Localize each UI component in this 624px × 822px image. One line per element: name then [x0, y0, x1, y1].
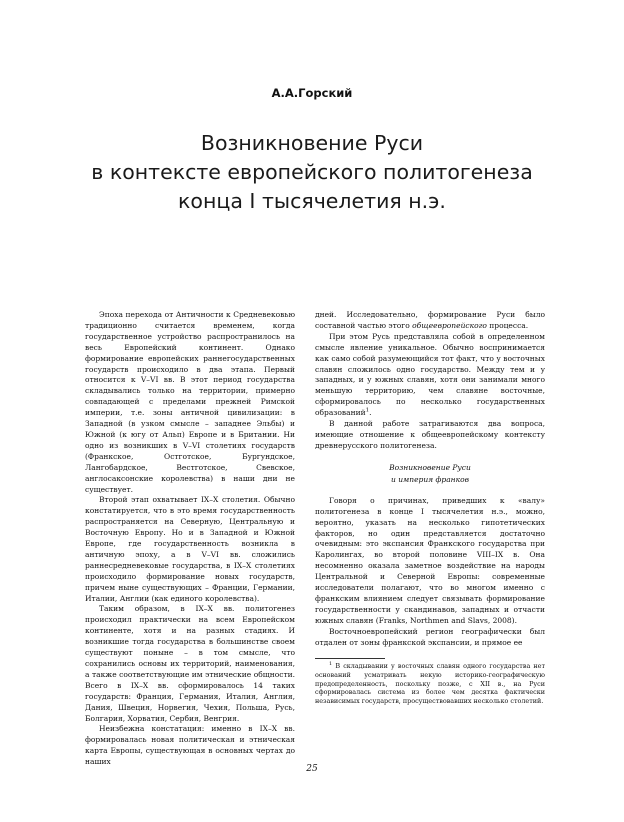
title-line: Возникновение Руси — [200, 131, 424, 155]
paragraph: В данной работе затрагиваются два вопроса, имеющие отношение к общеевропейскому контексту древнерусского политогенеза. — [315, 419, 545, 450]
footnote-reference[interactable]: 1 — [365, 407, 370, 414]
paragraph — [315, 310, 545, 332]
paragraph-text: . — [369, 408, 372, 418]
paragraph: Таким образом, в IX–X вв. политогенез происходил практически на всем Европейском континенте, хотя и на разных стадиях. И возникшие тогда государства в большинстве своем существуют поныне – в том смысле, что сохранились основы их территорий, наименования, а также соответствующие им этнические общности. Всего в IX–X вв. сформировалось 14 таких государств: Франция, Германия, Италия, Англия, Дания, Швеция, Норвегия, Чехия, Польша, Русь, Болгария, Хорватия, Сербия, Венгрия. — [85, 604, 295, 723]
section-heading-line: и империя франков — [391, 474, 469, 484]
footnote-mark: 1 — [329, 661, 333, 668]
section-heading — [315, 462, 545, 486]
paragraph: Неизбежна констатация: именно в IX–X вв. формировалась новая политическая и этническая карта Европы, существующая в основных чертах до наших — [85, 724, 295, 767]
article-title — [30, 129, 594, 216]
paragraph — [315, 332, 545, 419]
paragraph: Восточноевропейский регион географически был отдален от зоны франкской экспансии, и прямое ее — [315, 626, 545, 647]
paragraph-text: процесса. — [486, 320, 529, 330]
title-line: конца I тысячелетия н.э. — [178, 189, 446, 213]
footnote — [315, 662, 545, 705]
emphasis-text: общеевропейского — [412, 320, 487, 330]
paragraph: Говоря о причинах, приведших к «валу» политогенеза в конце I тысячелетия н.э., можно, вероятно, указать на несколько гипотетических факторов, но один представляется достаточно очевидным: это экспансия Франкского государства при Каролингах, во второй половине VIII–IX в. Она несомненно оказала заметное воздействие на народы Центральной и Северной Европы: современные исследователи полагают, что во многом именно с франкским влиянием следует связывать формирование государственности у скандинавов, западных и отчасти южных славян (Franks, Northmen and Slavs, 2008). — [315, 495, 545, 625]
author-name: А.А.Горский — [271, 86, 353, 100]
title-line: в контексте европейского политогенеза — [91, 160, 533, 184]
footnote-text: В складывании у восточных славян одного государства нет оснований усматривать некую историко-географическую предопределенность, поскольку позже, с XII в., на Руси сформировалась система из более чем десятка фактически независимых государств, просуществовавших несколько столетий. — [315, 662, 545, 705]
paragraph-text: При этом Русь представляла собой в определенном смысле явление уникальное. Обычно воспринимается как само собой разумеющийся тот факт, что у восточных славян сложилось одно государство. Между тем и у западных, и у южных славян, хотя они занимали много меньшую территорию, чем славяне восточные, сформировалось по несколько государственных образований — [315, 331, 545, 418]
left-column — [85, 310, 295, 768]
footnote-divider — [315, 658, 385, 659]
page-number: 25 — [306, 764, 318, 774]
paragraph-text: дней. Исследовательно, формирование Руси было составной частью этого — [315, 310, 545, 330]
right-column — [315, 310, 545, 705]
section-heading-line: Возникновение Руси — [389, 462, 471, 472]
paragraph: Эпоха перехода от Античности к Средневековью традиционно считается временем, когда государственное устройство распространилось на весь Европейский континент. Однако формирование европейских раннегосударственных государств происходило в два этапа. Первый относится к V–VI вв. В этот период государства складывались только на территории, примерно совпадающей с пределами прежней Римской империи, т.е. зоны античной цивилизации: в Западной (в узком смысле – западнее Эльбы) и Южной (к югу от Альп) Европе и в Британии. Ни одно из возникших в V–VI столетиях государств (Франкское, Остготское, Бургундское, Лангобардское, Вестготское, Свевское, англосаксонские королевства) в наши дни не существует. — [85, 310, 295, 494]
paragraph: Второй этап охватывает IX–X столетия. Обычно констатируется, что в это время государственность распространяется на Северную, Центральную и Восточную Европу. Но и в Западной и Южной Европе, где государственность возникла в античную эпоху, а в V–VI вв. сложились раннесредневековые государства, в IX–X столетиях происходило формирование новых государств, причем ныне существующих – Франции, Германии, Италии, Англии (как единого королевства). — [85, 495, 295, 603]
